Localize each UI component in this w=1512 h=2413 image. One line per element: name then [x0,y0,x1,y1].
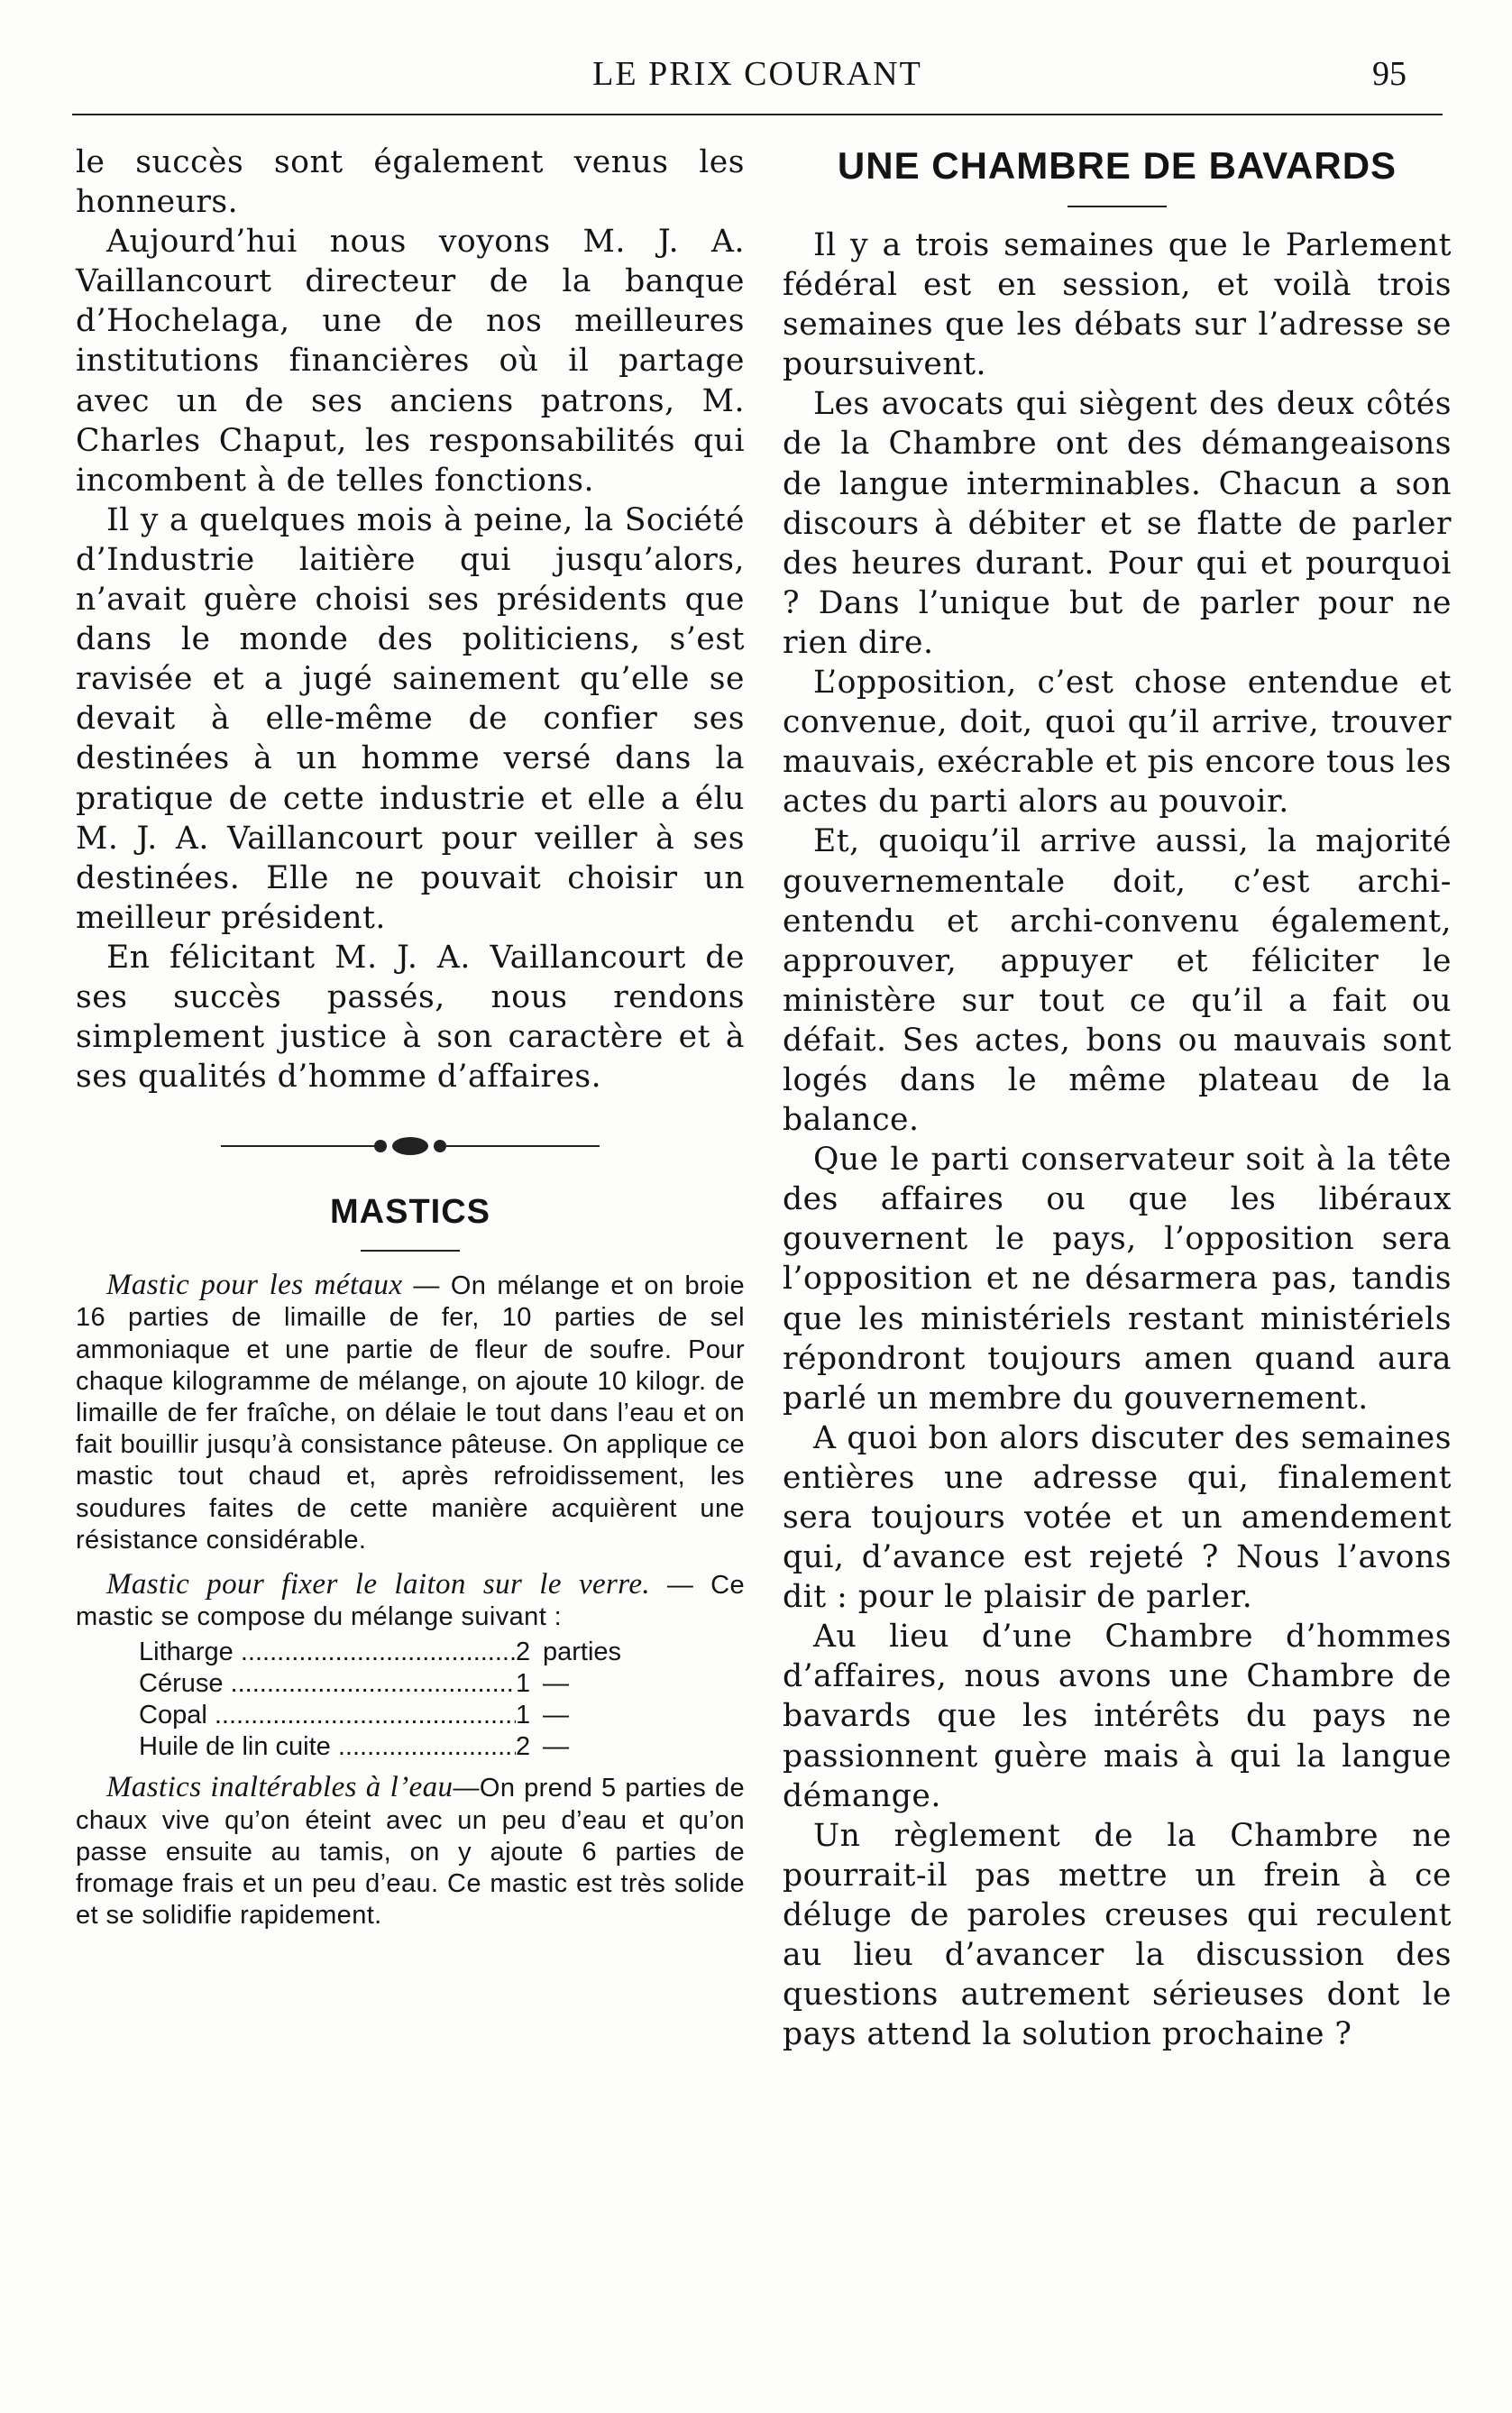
ingredient-qty: 1 [516,1701,531,1730]
recipe-text: —On prend 5 parties de chaux vive qu’on éteint avec un peu d’eau et qu’on passe ensuite au tamis, on y ajoute 6 parties de fromage frais et un peu d’eau. Ce mastic est très solide et se solidifie rapidement. [76,1774,745,1931]
page-header [72,54,1443,117]
title-rule [1068,206,1167,207]
article-paragraph: En félicitant M. J. A. Vaillancourt de ses succès passés, nous rendons simplement justice à son caractère et à ses qualités d’homme d’affaires. [76,939,745,1096]
ingredient-qty: 2 [516,1638,531,1667]
article-paragraph: le succès sont également venus les honneurs. [76,144,745,221]
running-title: LE PRIX COURANT [592,55,922,93]
ingredient-row [139,1700,745,1731]
article-paragraph: Les avocats qui siègent des deux côtés de la Chambre ont des démangeaisons de langue interminables. Chacun a son discours à débiter et se flatte de parler des heures durant. Pour qui et pourquoi ? Dans l’unique but de parler pour ne rien dire. [783,386,1452,661]
ingredient-qty: 2 [516,1732,531,1762]
left-column [76,142,745,1932]
recipe-paragraph [76,1569,745,1633]
section-ornament [221,1133,600,1160]
ingredient-name: Copal ..... [139,1700,516,1731]
article-paragraph: Aujourd’hui nous voyons M. J. A. Vaillancourt directeur de la banque d’Hochelaga, une de nos meilleures institutions financières où il partage avec un de ses anciens patrons, M. Charles Chaput, les responsabilités qui incombent à de telles fonctions. [76,224,745,499]
right-column [783,142,1452,2054]
ingredient-name: Céruse ..... [139,1668,516,1700]
recipe-title: Mastic pour les métaux [106,1269,403,1302]
article-paragraph: Au lieu d’une Chambre d’hommes d’affaires, nous avons une Chambre de bavards que les intérêts du pays ne passionnent guère mais à qui la langue démange. [783,1619,1452,1814]
article-paragraph: Que le parti conservateur soit à la tête des affaires ou que les libéraux gouvernent le pays, l’opposition sera l’opposition et ne désarmera pas, tandis que les ministériels restant ministériels répondront toujours amen quand aura parlé un membre du gouvernement. [783,1142,1452,1417]
recipe-title: Mastics inaltérables à l’eau [106,1771,454,1804]
article-paragraph: Un règlement de la Chambre ne pourrait-il pas mettre un frein à ce déluge de paroles creuses qui reculent au lieu d’avancer la discussion des questions autrement sérieuses dont le pays attend la solution prochaine ? [783,1817,1452,2053]
ingredient-table [139,1637,745,1763]
page-number: 95 [1372,55,1407,93]
recipe-title: Mastic pour fixer le laiton sur le verre. [106,1568,651,1601]
ingredient-row [139,1668,745,1700]
article-title: UNE CHAMBRE DE BAVARDS [837,144,1397,187]
ingredient-unit: — [543,1732,569,1762]
ingredient-row [139,1731,745,1763]
ingredient-unit: — [543,1701,569,1730]
ingredient-qty: 1 [516,1669,531,1699]
recipe-paragraph [76,1772,745,1931]
ingredient-row [139,1637,745,1668]
ingredient-unit: parties [543,1638,622,1667]
recipe-paragraph [76,1270,745,1556]
title-rule [361,1250,460,1252]
ingredient-name: Huile de lin cuite ..... [139,1731,516,1763]
mastics-title: MASTICS [330,1193,490,1232]
article-paragraph: Il y a trois semaines que le Parlement fédéral est en session, et voilà trois semaines que les débats sur l’adresse se poursuivent. [783,227,1452,383]
article-paragraph: Il y a quelques mois à peine, la Société d’Industrie laitière qui jusqu’alors, n’avait guère choisi ses présidents que dans le monde des politiciens, s’est ravisée et a jugé sainement qu’elle se devait à elle-même de confier ses destinées à un homme versé dans la pratique de cette industrie et elle a élu M. J. A. Vaillancourt pour veiller à ses destinées. Elle ne pouvait choisir un meilleur président. [76,501,745,936]
ingredient-unit: — [543,1669,569,1699]
recipe-text: — Ce mastic se compose du mélange suivant : [76,1571,745,1632]
recipe-text: — On mélange et on broie 16 parties de limaille de fer, 10 parties de sel ammoniaque et une partie de fleur de soufre. Pour chaque kilogramme de mélange, on ajoute 10 kilogr. de limaille de fer fraîche, on délaie le tout dans l’eau et on fait bouillir jusqu’à consistance pâteuse. On applique ce mastic tout chaud et, après refroidissement, les soudures faites de cette manière acquièrent une résistance considérable. [76,1271,745,1555]
article-paragraph: Et, quoiqu’il arrive aussi, la majorité gouvernementale doit, c’est archi-entendu et archi-convenu également, approuver, appuyer et féliciter le ministère sur tout ce qu’il a fait ou défait. Ses actes, bons ou mauvais sont logés dans le même plateau de la balance. [783,823,1452,1139]
ingredient-name: Litharge ..... [139,1637,516,1668]
article-paragraph: L’opposition, c’est chose entendue et convenue, doit, quoi qu’il arrive, trouver mauvais, exécrable et pis encore tous les actes du parti alors au pouvoir. [783,665,1452,821]
header-rule [72,114,1443,115]
article-paragraph: A quoi bon alors discuter des semaines entières une adresse qui, finalement sera toujours votée et un amendement qui, d’avance est rejeté ? Nous l’avons dit : pour le plaisir de parler. [783,1419,1452,1616]
